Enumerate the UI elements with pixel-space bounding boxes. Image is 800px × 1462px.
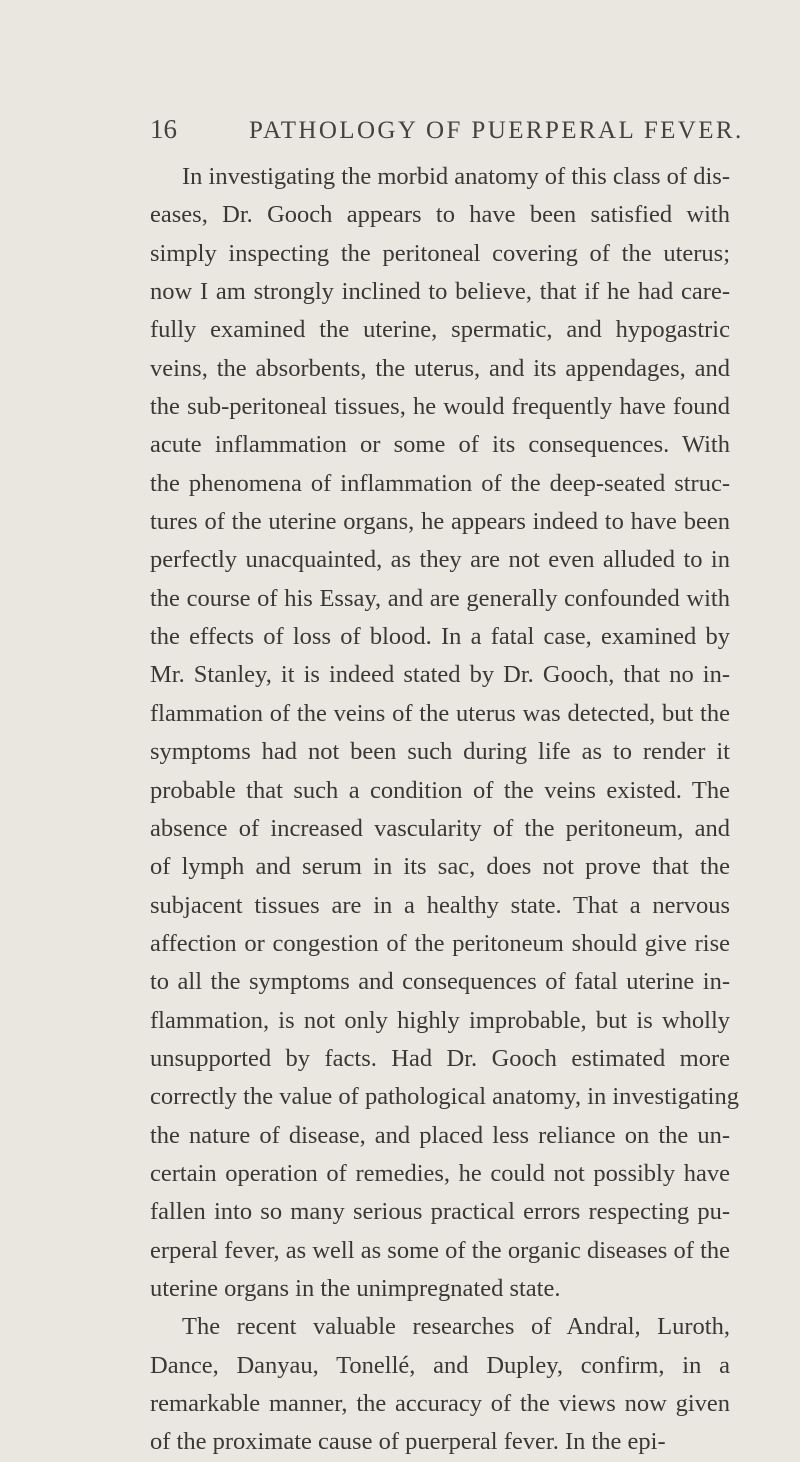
running-title: PATHOLOGY OF PUERPERAL FEVER. (249, 117, 744, 144)
text-line: certain operation of remedies, he could not possibly have (150, 1159, 730, 1187)
text-line: the course of his Essay, and are generally confounded with (150, 584, 730, 612)
text-line: simply inspecting the peritoneal covering of the uterus; (150, 239, 730, 267)
text-line: eases, Dr. Gooch appears to have been satisfied with (150, 201, 730, 229)
text-line: now I am strongly inclined to believe, that if he had care- (150, 278, 730, 306)
running-head (150, 114, 744, 154)
page-number: 16 (150, 114, 177, 144)
text-line: the sub-peritoneal tissues, he would frequently have found (150, 393, 730, 421)
body-text (150, 158, 739, 1462)
text-line: the nature of disease, and placed less reliance on the un- (150, 1121, 730, 1149)
text-line: fallen into so many serious practical errors respecting pu- (150, 1198, 730, 1226)
text-line: tures of the uterine organs, he appears indeed to have been (150, 508, 730, 536)
text-line: the phenomena of inflammation of the deep-seated struc- (150, 469, 730, 497)
text-line: veins, the absorbents, the uterus, and its appendages, and (150, 354, 730, 382)
text-line: erperal fever, as well as some of the organic diseases of the (150, 1236, 730, 1264)
text-line: unsupported by facts. Had Dr. Gooch estimated more (150, 1044, 730, 1072)
text-line: uterine organs in the unimpregnated state. (150, 1274, 561, 1302)
text-line: of lymph and serum in its sac, does not prove that the (150, 853, 730, 881)
text-line: Dance, Danyau, Tonellé, and Dupley, confirm, in a (150, 1351, 730, 1379)
text-line: probable that such a condition of the veins existed. The (150, 776, 730, 804)
text-line: correctly the value of pathological anatomy, in investigating (150, 1083, 739, 1111)
text-line: In investigating the morbid anatomy of this class of dis- (182, 163, 730, 190)
text-line: Mr. Stanley, it is indeed stated by Dr. Gooch, that no in- (150, 661, 730, 689)
text-line: to all the symptoms and consequences of fatal uterine in- (150, 968, 730, 996)
text-line: perfectly unacquainted, as they are not even alluded to in (150, 546, 730, 574)
text-line: acute inflammation or some of its consequences. With (150, 431, 730, 459)
text-line: absence of increased vascularity of the peritoneum, and (150, 814, 730, 842)
text-line: flammation, is not only highly improbable, but is wholly (150, 1006, 730, 1034)
text-line: affection or congestion of the peritoneum should give rise (150, 929, 730, 957)
text-line: remarkable manner, the accuracy of the views now given (150, 1390, 730, 1417)
text-line: of the proximate cause of puerperal fever. In the epi- (150, 1428, 666, 1456)
text-line: The recent valuable researches of Andral, Luroth, (182, 1313, 730, 1341)
text-line: the effects of loss of blood. In a fatal case, examined by (150, 623, 730, 651)
text-line: symptoms had not been such during life as to render it (150, 738, 730, 766)
text-line: subjacent tissues are in a healthy state. That a nervous (150, 891, 730, 919)
text-line: fully examined the uterine, spermatic, and hypogastric (150, 316, 730, 344)
text-line: flammation of the veins of the uterus was detected, but the (150, 699, 730, 727)
